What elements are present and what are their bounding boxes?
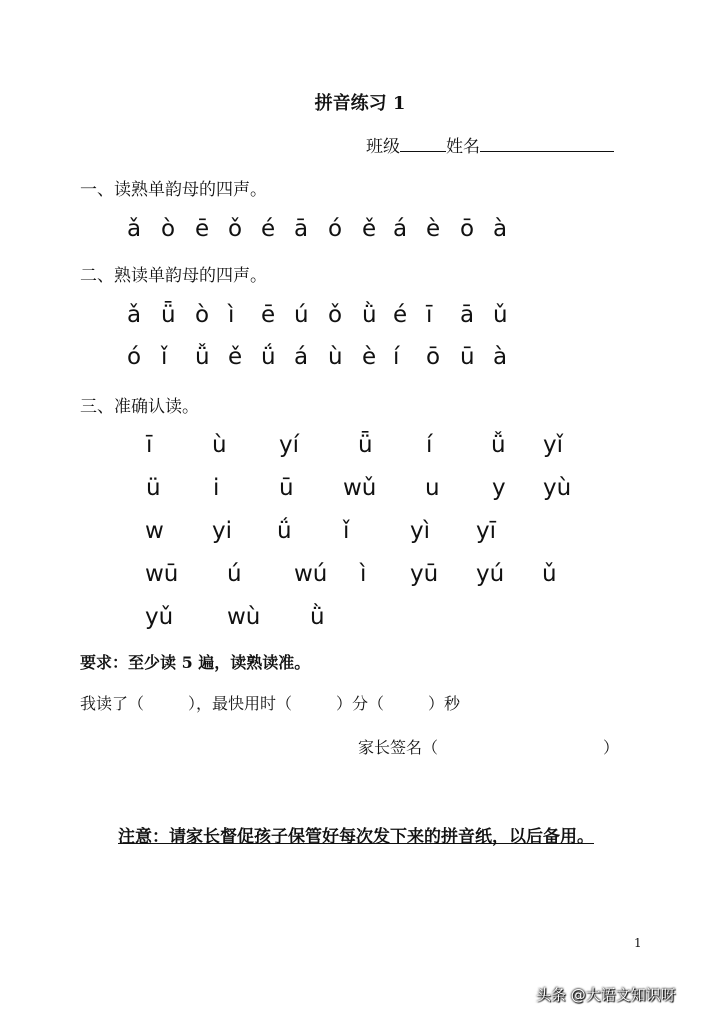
pinyin-item: ā bbox=[294, 216, 309, 242]
pinyin-item: ǐ bbox=[161, 344, 168, 370]
pinyin-item: í bbox=[393, 344, 400, 370]
pinyin-item: ǖ bbox=[161, 302, 176, 328]
pinyin-item: yǔ bbox=[145, 604, 174, 630]
record-minutes-label: ）分（ bbox=[336, 694, 385, 713]
parent-sign-label: 家长签名（ bbox=[358, 738, 439, 757]
section-1-heading: 一、读熟单韵母的四声。 bbox=[80, 180, 267, 200]
section-3-row-4 bbox=[0, 561, 720, 595]
pinyin-item: è bbox=[426, 216, 441, 242]
section-3-row-5 bbox=[0, 604, 720, 638]
pinyin-item: ē bbox=[261, 302, 276, 328]
section-3-row-3 bbox=[0, 518, 720, 552]
section-3-row-1 bbox=[0, 432, 720, 466]
page-title: 拼音练习 1 bbox=[314, 93, 406, 114]
record-prefix: 我读了（ bbox=[80, 694, 145, 713]
pinyin-item: wú bbox=[294, 561, 328, 587]
pinyin-item: yǐ bbox=[543, 432, 564, 458]
pinyin-item: ǒ bbox=[328, 302, 343, 328]
pinyin-item: ǚ bbox=[195, 344, 210, 370]
pinyin-item: é bbox=[261, 216, 276, 242]
section-1-row-1 bbox=[0, 216, 720, 250]
name-label: 姓名 bbox=[446, 137, 480, 157]
pinyin-item: ě bbox=[362, 216, 377, 242]
pinyin-item: yú bbox=[476, 561, 505, 587]
section-2-row-1 bbox=[0, 302, 720, 336]
pinyin-item: ó bbox=[328, 216, 343, 242]
pinyin-item: yū bbox=[410, 561, 439, 587]
pinyin-item: ǒ bbox=[228, 216, 243, 242]
pinyin-item: yi bbox=[212, 518, 233, 544]
page-number: 1 bbox=[634, 936, 642, 950]
section-3-heading: 三、准确认读。 bbox=[80, 397, 199, 417]
pinyin-item: ǐ bbox=[343, 518, 350, 544]
pinyin-item: ō bbox=[426, 344, 441, 370]
pinyin-item: y bbox=[492, 475, 506, 501]
pinyin-item: ǔ bbox=[542, 561, 557, 587]
section-3-row-2 bbox=[0, 475, 720, 509]
pinyin-item: ù bbox=[328, 344, 343, 370]
pinyin-item: ú bbox=[294, 302, 309, 328]
pinyin-item: ò bbox=[161, 216, 176, 242]
reading-record bbox=[80, 691, 460, 714]
pinyin-item: ì bbox=[360, 561, 367, 587]
pinyin-item: ū bbox=[279, 475, 294, 501]
pinyin-item: ū bbox=[460, 344, 475, 370]
pinyin-item: ò bbox=[195, 302, 210, 328]
pinyin-item: yì bbox=[410, 518, 431, 544]
pinyin-item: ü bbox=[146, 475, 161, 501]
pinyin-item: à bbox=[493, 216, 508, 242]
pinyin-item: ǘ bbox=[261, 344, 276, 370]
pinyin-item: ù bbox=[212, 432, 227, 458]
pinyin-item: ú bbox=[227, 561, 242, 587]
pinyin-item: ē bbox=[195, 216, 210, 242]
pinyin-item: ī bbox=[426, 302, 433, 328]
class-label: 班级 bbox=[366, 137, 400, 157]
pinyin-item: ō bbox=[460, 216, 475, 242]
name-blank bbox=[480, 150, 614, 152]
pinyin-item: ā bbox=[460, 302, 475, 328]
notice-text: 注意：请家长督促孩子保管好每次发下来的拼音纸，以后备用。 bbox=[118, 827, 594, 847]
pinyin-item: à bbox=[493, 344, 508, 370]
pinyin-item: ǖ bbox=[358, 432, 373, 458]
pinyin-item: yī bbox=[476, 518, 497, 544]
pinyin-item: ǚ bbox=[491, 432, 506, 458]
pinyin-item: yù bbox=[543, 475, 572, 501]
pinyin-item: yí bbox=[279, 432, 300, 458]
pinyin-item: é bbox=[393, 302, 408, 328]
pinyin-item: ǎ bbox=[127, 302, 142, 328]
pinyin-item: è bbox=[362, 344, 377, 370]
record-seconds-label: ）秒 bbox=[428, 694, 461, 713]
pinyin-item: ì bbox=[228, 302, 235, 328]
pinyin-item: á bbox=[393, 216, 408, 242]
parent-signature bbox=[358, 735, 619, 758]
pinyin-item: wù bbox=[227, 604, 261, 630]
pinyin-item: u bbox=[425, 475, 440, 501]
pinyin-item: ǎ bbox=[127, 216, 142, 242]
pinyin-item: i bbox=[213, 475, 220, 501]
pinyin-item: wǔ bbox=[343, 475, 377, 501]
pinyin-item: ǜ bbox=[310, 604, 325, 630]
pinyin-item: ǜ bbox=[362, 302, 377, 328]
pinyin-item: í bbox=[426, 432, 433, 458]
pinyin-item: á bbox=[294, 344, 309, 370]
class-blank bbox=[400, 150, 446, 152]
parent-sign-close: ） bbox=[603, 738, 620, 757]
student-info bbox=[366, 132, 614, 157]
section-2-row-2 bbox=[0, 344, 720, 378]
pinyin-item: ě bbox=[228, 344, 243, 370]
pinyin-item: wū bbox=[145, 561, 179, 587]
watermark: 头条 @大语文知识呀 bbox=[536, 986, 676, 1004]
pinyin-item: w bbox=[145, 518, 164, 544]
pinyin-item: ó bbox=[127, 344, 142, 370]
pinyin-item: ī bbox=[146, 432, 153, 458]
section-2-heading: 二、熟读单韵母的四声。 bbox=[80, 266, 267, 286]
requirement-text: 要求：至少读 5 遍，读熟读准。 bbox=[80, 653, 311, 672]
pinyin-item: ǔ bbox=[493, 302, 508, 328]
pinyin-item: ǘ bbox=[277, 518, 292, 544]
record-time-label: ），最快用时（ bbox=[188, 694, 293, 713]
